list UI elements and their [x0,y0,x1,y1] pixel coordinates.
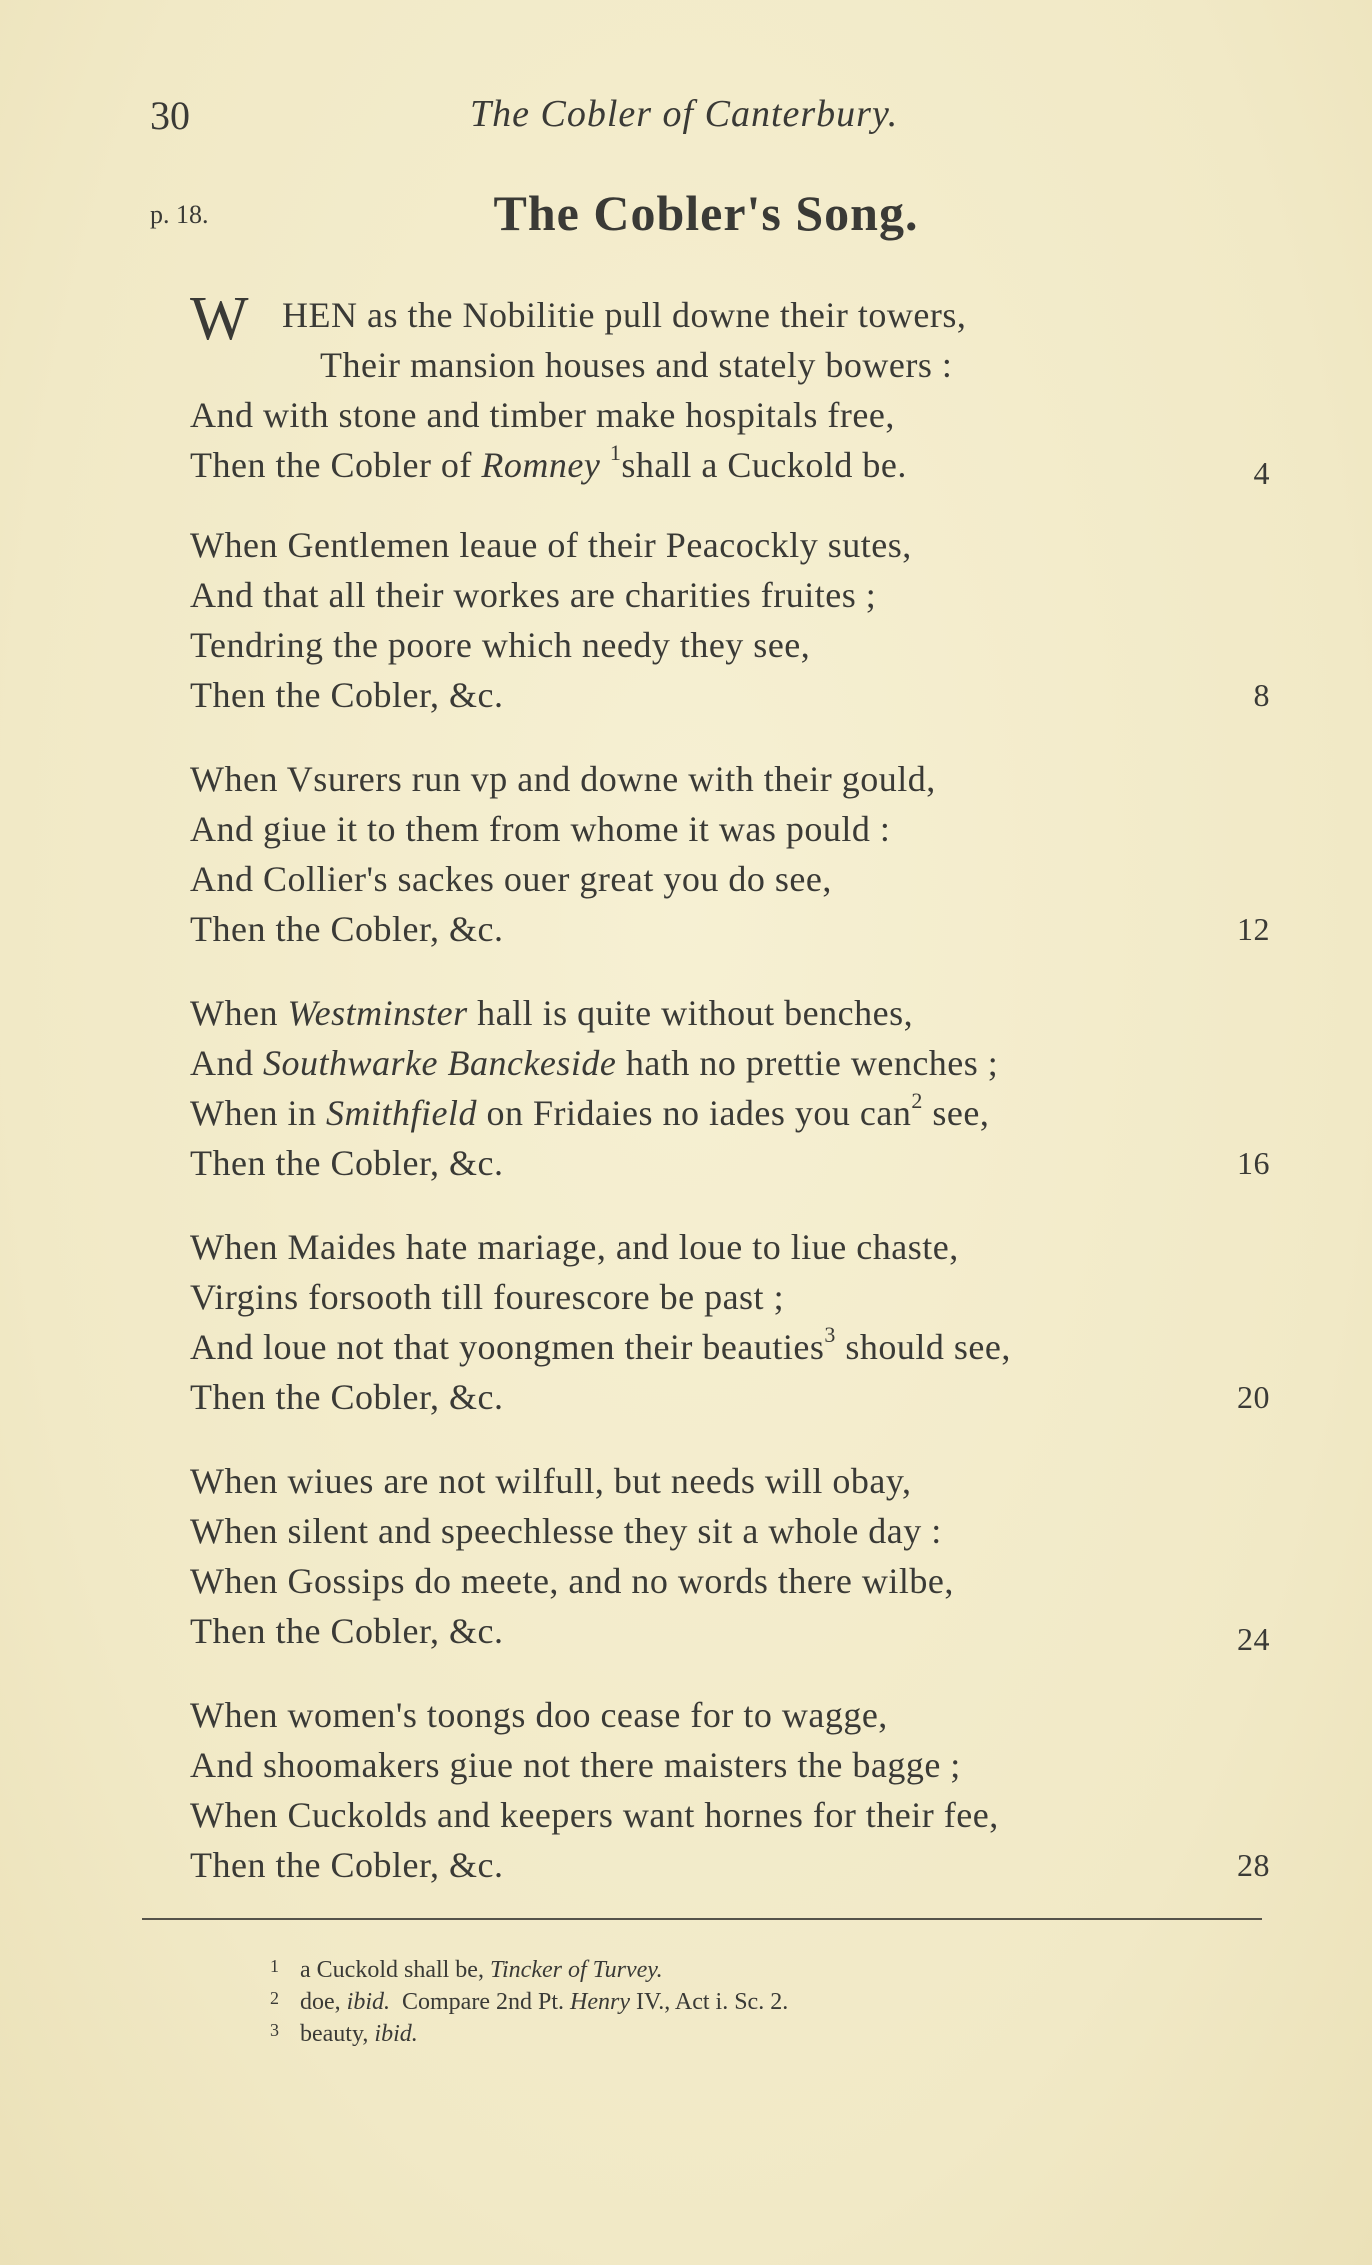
verse-line-23: When Gossips do meete, and no words there wilbe, [190,1561,954,1601]
footnote-3: 3 beauty, ibid. [300,2018,1250,2050]
footnote-2: 2 doe, ibid. Compare 2nd Pt. Henry IV., Act i. Sc. 2. [300,1986,1250,2018]
stanza-1 [190,285,1270,491]
verse-line-3: And with stone and timber make hospitals free, [190,395,895,435]
verse-line-15: When in Smithfield on Fridaies no iades you can$^2$ see, [190,1088,990,1133]
line-number: 28 [1237,1847,1270,1883]
margin-reference: p. 18. [150,200,209,229]
line-number: 20 [1237,1379,1270,1415]
line-number: 16 [1237,1145,1270,1181]
verse-line-2: Their mansion houses and stately bowers : [320,345,953,385]
footnote-ref: 1 [609,440,622,465]
page-header [150,92,1250,142]
verse-line-9: When Vsurers run vp and downe with their gould, [190,759,936,799]
verse-line-19: And loue not that yoongmen their beauties$^3$ should see, [190,1322,1011,1367]
verse-line-10: And giue it to them from whome it was pould : [190,809,891,849]
footnote-divider [142,1918,1262,1920]
verse-line-20: Then the Cobler, &c. 20 [190,1372,1270,1422]
verse-line-27: When Cuckolds and keepers want hornes for their fee, [190,1795,999,1835]
verse-line-16: Then the Cobler, &c. 16 [190,1138,1270,1188]
verse-line-5: When Gentlemen leaue of their Peacockly sutes, [190,525,912,565]
verse-line-17: When Maides hate mariage, and loue to liue chaste, [190,1227,959,1267]
verse-line-24: Then the Cobler, &c. 24 [190,1606,1270,1656]
stanza-4 [190,988,1270,1188]
verse-line-11: And Collier's sackes ouer great you do see, [190,859,832,899]
footnote-ref: 3 [824,1322,836,1347]
verse-line-26: And shoomakers giue not there maisters the bagge ; [190,1745,961,1785]
footnote-1: 1 a Cuckold shall be, Tincker of Turvey. [300,1954,1250,1986]
verse-line-18: Virgins forsooth till fourescore be past ; [190,1277,785,1317]
stanza-5 [190,1222,1270,1422]
verse-line-22: When silent and speechlesse they sit a whole day : [190,1511,942,1551]
verse-line-4: Then the Cobler of Romney $^1$shall a Cuckold be. 4 [190,440,1270,490]
verse-line-6: And that all their workes are charities fruites ; [190,575,877,615]
verse-line-7: Tendring the poore which needy they see, [190,625,811,665]
footnote-mark: 1 [270,1956,279,1976]
line-number: 12 [1237,911,1270,947]
verse-line-1: W HEN as the Nobilitie pull downe their towers, [190,285,967,353]
footnote-mark: 2 [270,1988,279,2008]
stanza-6 [190,1456,1270,1656]
stanza-3 [190,754,1270,954]
verse-line-12: Then the Cobler, &c. 12 [190,904,1270,954]
footnotes [270,1954,1250,2050]
stanza-7 [190,1690,1270,1890]
song-title: The Cobler's Song. [493,185,919,241]
footnote-mark: 3 [270,2020,279,2040]
footnote-ref: 2 [911,1088,923,1113]
verse-line-8: Then the Cobler, &c. 8 [190,670,1270,720]
drop-cap: W [190,285,250,353]
stanza-2 [190,520,1270,720]
running-title: The Cobler of Canterbury. [470,93,899,135]
verse-line-28: Then the Cobler, &c. 28 [190,1840,1270,1890]
page-number: 30 [150,93,190,138]
verse-line-21: When wiues are not wilfull, but needs will obay, [190,1461,912,1501]
line-number: 4 [1253,455,1270,491]
verse-line-14: And Southwarke Banckeside hath no prettie wenches ; [190,1043,999,1083]
line-number: 8 [1253,677,1270,713]
verse-line-25: When women's toongs doo cease for to wagge, [190,1695,888,1735]
line-number: 24 [1237,1621,1270,1657]
verse-line-13: When Westminster hall is quite without benches, [190,993,914,1033]
